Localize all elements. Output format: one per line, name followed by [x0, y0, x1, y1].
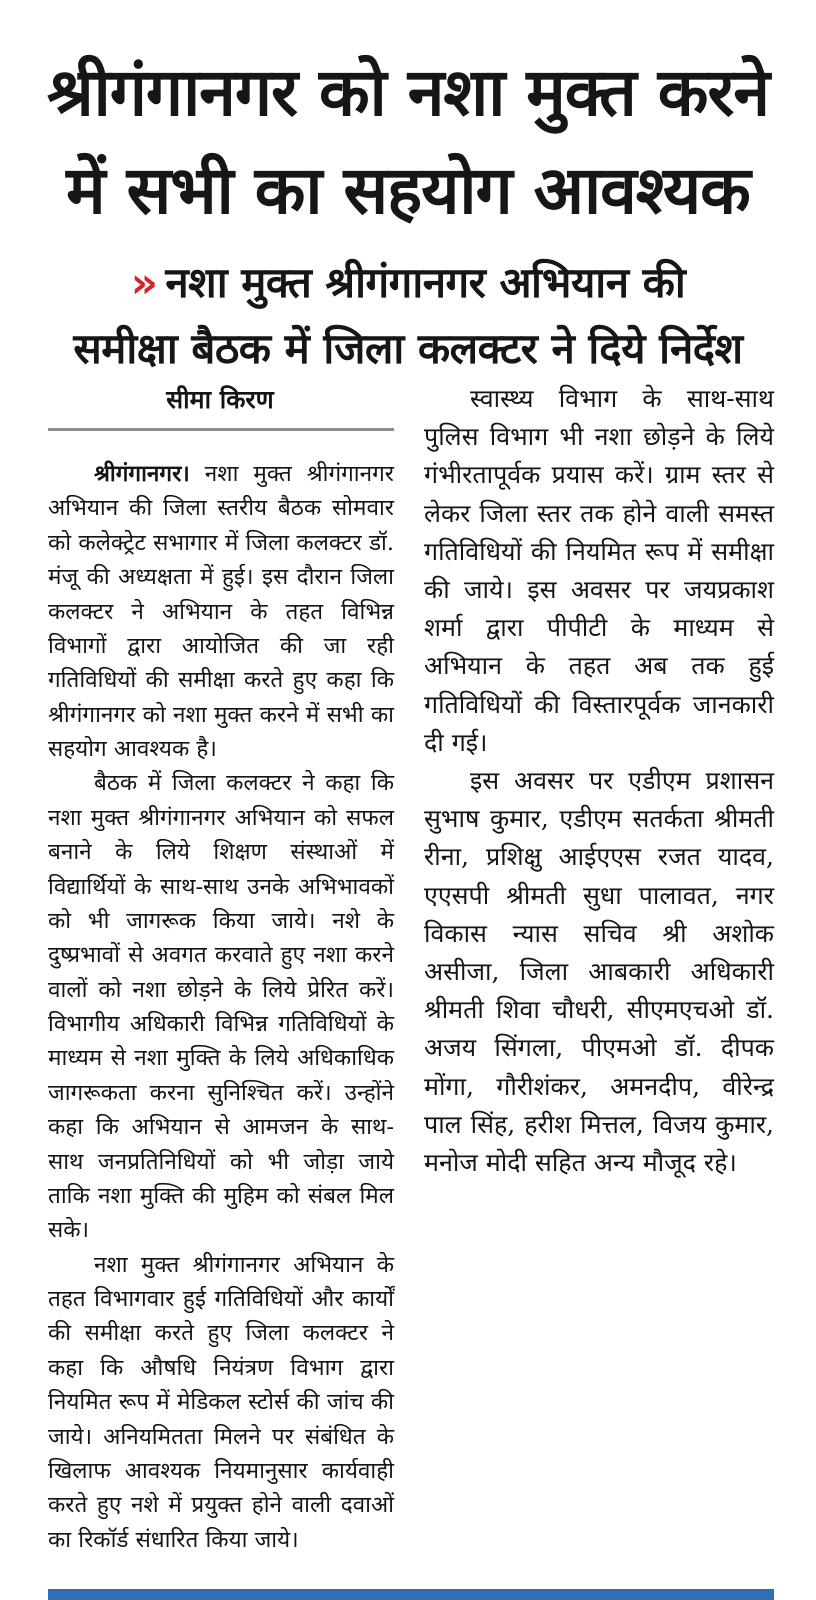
headline-line-2: में सभी का सहयोग आवश्यक — [66, 152, 750, 229]
dateline: श्रीगंगानगर। — [94, 461, 190, 487]
chevron-right-icon: » — [130, 258, 158, 307]
paragraph-4: स्वास्थ्य विभाग के साथ-साथ पुलिस विभाग भी नशा छोड़ने के लिये गंभीरतापूर्वक प्रयास करें। ग्राम स्तर से लेकर जिला स्तर तक होने वाली समस्त गतिविधियों की नियमित रूप में समीक्षा की जाये। इस अवसर पर जयप्रकाश शर्मा द्वारा पीपीटी के माध्यम से अभियान के तहत अब तक हुई गतिविधियों की विस्तारपूर्वक जानकारी दी गई। — [424, 384, 774, 757]
bottom-divider — [48, 1589, 774, 1600]
headline-line-1: श्रीगंगानगर को नशा मुक्त करने — [46, 54, 770, 131]
paragraph-1 — [48, 457, 394, 766]
paragraph-3: नशा मुक्त श्रीगंगानगर अभियान के तहत विभागवार हुई गतिविधियों और कार्यों की समीक्षा करते हुए जिला कलक्टर ने कहा कि औषधि नियंत्रण विभाग द्वारा नियमित रूप में मेडिकल स्टोर्स की जांच की जाये। अनियमितता मिलने पर संबंधित के खिलाफ आवश्यक नियमानुसार कार्यवाही करते हुए नशे में प्रयुक्त होने वाली दवाओं का रिकॉर्ड संधारित किया जाये। — [48, 1251, 394, 1553]
paragraph-2: बैठक में जिला कलक्टर ने कहा कि नशा मुक्त श्रीगंगानगर अभियान को सफल बनाने के लिये शिक्षण संस्थाओं में विद्यार्थियों के साथ-साथ उनके अभिभावकों को भी जागरूक किया जाये। नशे के दुष्प्रभावों से अवगत करवाते हुए नशा करने वालों को नशा छोड़ने के लिये प्रेरित करें। विभागीय अधिकारी विभिन्न गतिविधियों के माध्यम से नशा मुक्ति के लिये अधिकाधिक जागरूकता करना सुनिश्चित करें। उन्होंने कहा कि अभियान से आमजन के साथ-साथ जनप्रतिनिधियों को भी जोड़ा जाये ताकि नशा मुक्ति की मुहिम को संबल मिल सके। — [48, 770, 394, 1244]
paragraph-1-text: नशा मुक्त श्रीगंगानगर अभियान की जिला स्तरीय बैठक सोमवार को कलेक्ट्रेट सभागार में जिला कलक्टर डॉ. मंजू की अध्यक्षता में हुई। इस दौरान जिला कलक्टर ने अभियान के तहत विभिन्न विभागों द्वारा आयोजित की जा रही गतिविधियों की समीक्षा करते हुए कहा कि श्रीगंगानगर को नशा मुक्त करने में सभी का सहयोग आवश्यक है। — [48, 461, 394, 762]
article-column-right — [424, 380, 774, 1182]
byline: सीमा किरण — [166, 385, 274, 414]
byline-divider — [48, 428, 394, 431]
headline — [30, 44, 786, 240]
subheadline-line-2: समीक्षा बैठक में जिला कलक्टर ने दिये निर्देश — [73, 324, 743, 373]
subheadline-line-1: नशा मुक्त श्रीगंगानगर अभियान की — [165, 258, 686, 307]
article-column-left — [48, 457, 394, 1557]
subheadline — [40, 250, 776, 382]
paragraph-5: इस अवसर पर एडीएम प्रशासन सुभाष कुमार, एडीएम सतर्कता श्रीमती रीना, प्रशिक्षु आईएएस रजत यादव, एएसपी श्रीमती सुधा पालावत, नगर विकास न्यास सचिव श्री अशोक असीजा, जिला आबकारी अधिकारी श्रीमती शिवा चौधरी, सीएमएचओ डॉ. अजय सिंगला, पीएमओ डॉ. दीपक मोंगा, गौरीशंकर, अमनदीप, वीरेन्द्र पाल सिंह, हरीश मित्तल, विजय कुमार, मनोज मोदी सहित अन्य मौजूद रहे। — [424, 766, 774, 1178]
